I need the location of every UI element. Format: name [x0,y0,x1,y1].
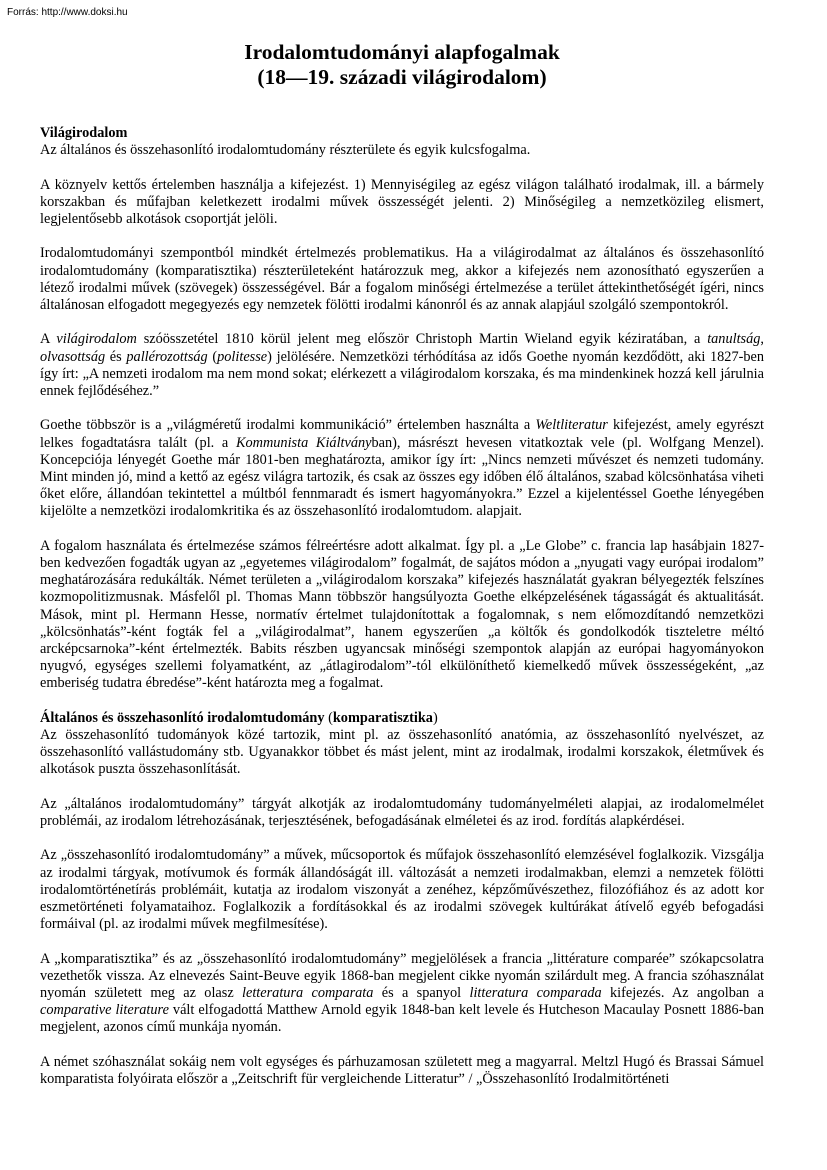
document-title [40,40,764,90]
text-run: , [760,331,764,348]
title-line-2: (18—19. századi világirodalom) [257,65,547,89]
text-run: ban), másrészt hevesen vitatkoztak vele (pl. Wolfgang Menzel). Koncepciója lényegét Goethe már 1801-ben meghatározta, amikor így írt: „Nincs nemzeti művészet és nemzeti tudomány. Mint minden jó, mind a kettő az egész világra tartozik, és csak az összes egy időben élő általános, szabad kölcsönhatása viheti őket előre, állandóan tekintettel a múltból fennmaradt és ismert hagyományokra.” Ezzel a kijelentéssel Goethe lényegében kijelölte a nemzetközi irodalomkritika és az összehasonlító irodalomtudom. alapjait. [40,434,764,520]
paragraph: Az általános és összehasonlító irodalomtudomány részterülete és egyik kulcsfogalma. [40,142,531,159]
paragraph: A német szóhasználat sokáig nem volt egységes és párhuzamosan született meg a magyarral. Meltzl Hugó és Brassai Sámuel komparatista folyóirata először a „Zeitschrift für vergleichende Litteratur” / „Összehasonlító Irodalmitörténeti [40,1053,764,1088]
italic-term: litteratura comparada [469,985,602,1002]
heading-text: ( [324,709,333,726]
paragraph [40,951,764,1037]
text-run: vált elfogadottá Matthew Arnold egyik 1848-ban kelt levele és Hutcheson Macaulay Posnett 1886-ban megjelent, azonos című munkája nyomán. [40,1002,765,1036]
heading-text: Világirodalom [40,125,128,141]
paragraph: Az összehasonlító tudományok közé tartozik, mint pl. az összehasonlító anatómia, az összehasonlító nyelvészet, az összehasonlító vallástudomány stb. Ugyanakkor többet és mást jelent, mint az irodalmak, irodalmi korszakok, életművek és alkotások puszta összehasonlítását. [40,727,764,778]
italic-term: olvasottság [40,348,106,365]
text-run: ( [207,348,218,365]
italic-term: tanultság [707,331,761,348]
heading-text: Általános és összehasonlító irodalomtudomány [40,709,325,726]
paragraph: A fogalom használata és értelmezése számos félreértésre adott alkalmat. Így pl. a „Le Globe” c. francia lap hasábjain 1827-ben kedvezően fogadták ugyan az „egyetemes világirodalom” fogalmát, de sajátos módon a „nyugati vagy európai irodalom” meghatározására redukálták. Német területen a „világirodalom korszaka” kifejezés használatát gyakran bélyegezték felszínes kozmopolitizmusnak. Másfelől pl. Thomas Mann többször hangsúlyozta Goethe elképzelésének tágasságát és aktualitását. Mások, mint pl. Hermann Hesse, normatív értelmet tulajdonítottak a fogalomnak, s nem előmozdítandó nemzetközi „kölcsönhatás”-ként fogták fel a „világirodalmat”, hanem egyszerűen „a költők és gondolkodók tiszteletre méltó arcképcsarnoka”-ként értelmezték. Babits részben ugyancsak minőségi szempontok alapján az európai hagyományokon nyugvó, egységes szellemi folyamatként, az „átlagirodalom”-tól elkülöníthető kiemelkedő művek összességeként, „az emberiség tudatra ébredése”-ként határozta meg a fogalmat. [40,537,764,692]
text-run: és [105,348,127,365]
section-heading-komparatisztika [40,710,764,727]
italic-term: pallérozottság [126,348,208,365]
paragraph [40,331,764,400]
text-run: A [40,331,57,348]
text-run: A „komparatisztika” és az „összehasonlító irodalomtudomány” megjelölések a francia „littérature comparée” szókapcsolatra vezethetők vissza. Az elnevezés Saint-Beuve egyik 1868-ban megjelent cikke nyomán szilárdult meg. A francia szóhasználat nyomán született meg az olasz [40,950,764,1002]
text-run: és a spanyol [373,985,470,1002]
heading-text: ) [432,709,438,726]
document-body [40,125,764,1088]
text-run: Goethe többször is a „világméretű irodalmi kommunikáció” értelemben használta a [40,417,536,434]
source-note: Forrás: http://www.doksi.hu [7,7,128,18]
section-heading-vilagirodalom [40,125,764,142]
italic-term: letteratura comparata [242,985,374,1002]
italic-term: világirodalom [56,331,137,348]
paragraph [40,417,764,520]
italic-term: Weltliteratur [535,417,608,434]
text-run: kifejezést, amely egyrészt lelkes fogadtatásra talált (pl. a [40,417,764,451]
text-run: kifejezés. Az angolban a [601,985,764,1002]
title-line-1: Irodalomtudományi alapfogalmak [244,40,560,64]
heading-text: komparatisztika [332,709,433,726]
text-run: szóösszetétel 1810 körül jelent meg először Christoph Martin Wieland egyik kéziratában, a [136,331,708,348]
italic-term: comparative literature [40,1002,169,1019]
paragraph: Az „összehasonlító irodalomtudomány” a művek, műcsoportok és műfajok összehasonlító elemzésével foglalkozik. Vizsgálja az irodalmi tárgyak, motívumok és formák állandóságát ill. változását a nemzeti irodalmakban, elemzi a nemzetek fölötti irodalomtörténetírás problémáit, kutatja az irodalom viszonyát a zenéhez, képzőművészethez, filozófiához és az adott kor eszmetörténeti folyamataihoz. Foglalkozik a fordításokkal és az irodalmi szövegek kultúrákat átívelő egyéb befogadási formáival (pl. az irodalmi művek megfilmesítése). [40,847,764,933]
text-run: ) jelölésére. Nemzetközi térhódítása az idős Goethe nyomán kezdődött, aki 1827-ben így írt: „A nemzeti irodalom ma nem mond sokat; elérkezett a világirodalom korszaka, és ma mindenkinek hozzá kell járulnia ennek fejlődéséhez.” [40,348,764,399]
italic-term: Kommunista Kiáltvány [235,434,372,451]
document-page [40,40,764,1105]
paragraph: A köznyelv kettős értelemben használja a kifejezést. 1) Mennyiségileg az egész világon található irodalmak, ill. a bármely korszakban és műfajban keletkezett irodalmi művek összességét jelenti. 2) Minőségileg a nemzetközileg elismert, legjelentősebb alkotások csoportját jelöli. [40,176,764,227]
paragraph: Az „általános irodalomtudomány” tárgyát alkotják az irodalomtudomány tudományelméleti alapjai, az irodalomelmélet problémái, az irodalom létrehozásának, terjesztésének, befogadásának elméletei és az irod. fordítás alapkérdései. [40,795,764,830]
italic-term: politesse [217,348,268,365]
paragraph: Irodalomtudományi szempontból mindkét értelmezés problematikus. Ha a világirodalmat az általános és összehasonlító irodalomtudomány (komparatisztika) részterületeként határozzuk meg, akkor a kifejezés nem azonosítható egyszerűen a létező irodalmi művek (szövegek) összességével. Bár a fogalom minőségi értelmezése a terület áttekinthetőségét ígéri, nincs általánosan elfogadott megegyezés egy nemzetek fölötti irodalmi kánonról és az annak alapjául szolgáló szempontokról. [40,245,764,313]
